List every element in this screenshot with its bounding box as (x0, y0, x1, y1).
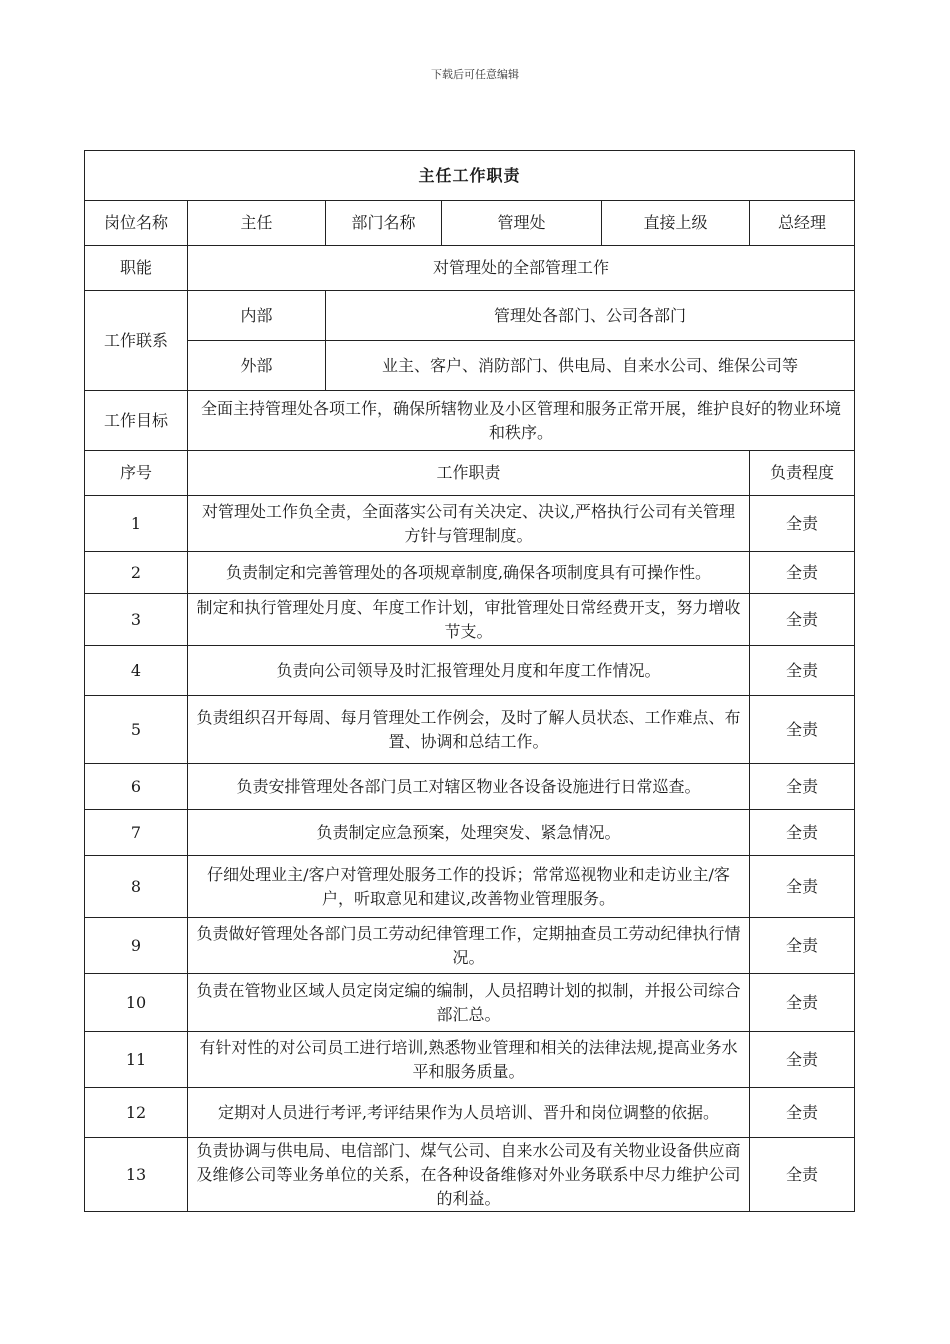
duty-row (85, 856, 855, 918)
duty-text: 负责安排管理处各部门员工对辖区物业各设备设施进行日常巡查。 (188, 764, 750, 810)
duty-text: 仔细处理业主/客户对管理处服务工作的投诉；常常巡视物业和走访业主/客户，听取意见和建议,改善物业管理服务。 (188, 856, 750, 918)
duty-text: 制定和执行管理处月度、年度工作计划，审批管理处日常经费开支，努力增收节支。 (188, 594, 750, 646)
contact-external-row (85, 341, 855, 391)
duty-degree: 全责 (750, 974, 855, 1032)
duty-row (85, 552, 855, 594)
duty-number: 7 (85, 810, 188, 856)
goal-value: 全面主持管理处各项工作，确保所辖物业及小区管理和服务正常开展，维护良好的物业环境和秩序。 (188, 391, 855, 451)
external-value: 业主、客户、消防部门、供电局、自来水公司、维保公司等 (326, 341, 855, 391)
contact-label: 工作联系 (85, 291, 188, 391)
function-value: 对管理处的全部管理工作 (188, 246, 855, 291)
goal-label: 工作目标 (85, 391, 188, 451)
duty-degree: 全责 (750, 856, 855, 918)
position-value: 主任 (188, 201, 326, 246)
duty-text: 对管理处工作负全责，全面落实公司有关决定、决议,严格执行公司有关管理方针与管理制度。 (188, 496, 750, 552)
duty-number: 11 (85, 1032, 188, 1088)
duty-text: 负责制定和完善管理处的各项规章制度,确保各项制度具有可操作性。 (188, 552, 750, 594)
internal-label: 内部 (188, 291, 326, 341)
department-value: 管理处 (442, 201, 602, 246)
duty-degree: 全责 (750, 1088, 855, 1138)
duty-number: 1 (85, 496, 188, 552)
duty-text-header: 工作职责 (188, 451, 750, 496)
duty-row (85, 974, 855, 1032)
duty-number: 3 (85, 594, 188, 646)
goal-row (85, 391, 855, 451)
duty-number: 4 (85, 646, 188, 696)
position-row (85, 201, 855, 246)
duty-number: 12 (85, 1088, 188, 1138)
duty-degree: 全责 (750, 496, 855, 552)
duty-text: 负责协调与供电局、电信部门、煤气公司、自来水公司及有关物业设备供应商及维修公司等业务单位的关系，在各种设备维修对外业务联系中尽力维护公司的利益。 (188, 1138, 750, 1212)
duty-degree: 全责 (750, 918, 855, 974)
duty-text: 负责向公司领导及时汇报管理处月度和年度工作情况。 (188, 646, 750, 696)
duty-row (85, 696, 855, 764)
duty-text: 负责做好管理处各部门员工劳动纪律管理工作，定期抽查员工劳动纪律执行情况。 (188, 918, 750, 974)
duty-degree: 全责 (750, 1032, 855, 1088)
internal-value: 管理处各部门、公司各部门 (326, 291, 855, 341)
duty-row (85, 496, 855, 552)
duty-row (85, 810, 855, 856)
duty-text: 负责组织召开每周、每月管理处工作例会，及时了解人员状态、工作难点、布置、协调和总结工作。 (188, 696, 750, 764)
duty-degree: 全责 (750, 552, 855, 594)
duty-number: 8 (85, 856, 188, 918)
department-label: 部门名称 (326, 201, 442, 246)
contact-internal-row (85, 291, 855, 341)
duty-row (85, 1138, 855, 1212)
supervisor-label: 直接上级 (602, 201, 750, 246)
duty-row (85, 646, 855, 696)
duty-text: 负责制定应急预案，处理突发、紧急情况。 (188, 810, 750, 856)
duty-text: 有针对性的对公司员工进行培训,熟悉物业管理和相关的法律法规,提高业务水平和服务质量。 (188, 1032, 750, 1088)
duty-row (85, 918, 855, 974)
duty-number: 2 (85, 552, 188, 594)
duty-degree: 全责 (750, 764, 855, 810)
duty-number: 5 (85, 696, 188, 764)
document-title: 主任工作职责 (85, 151, 855, 201)
duties-header-row (85, 451, 855, 496)
function-row (85, 246, 855, 291)
duty-text: 负责在管物业区域人员定岗定编的编制，人员招聘计划的拟制，并报公司综合部汇总。 (188, 974, 750, 1032)
header-note: 下载后可任意编辑 (431, 68, 519, 81)
duty-degree: 全责 (750, 1138, 855, 1212)
duty-row (85, 594, 855, 646)
duty-number: 13 (85, 1138, 188, 1212)
function-label: 职能 (85, 246, 188, 291)
position-label: 岗位名称 (85, 201, 188, 246)
title-row (85, 151, 855, 201)
duty-degree-header: 负责程度 (750, 451, 855, 496)
duty-row (85, 1088, 855, 1138)
duty-degree: 全责 (750, 696, 855, 764)
duty-degree: 全责 (750, 810, 855, 856)
duty-number: 6 (85, 764, 188, 810)
duty-degree: 全责 (750, 646, 855, 696)
duty-degree: 全责 (750, 594, 855, 646)
external-label: 外部 (188, 341, 326, 391)
duty-number: 9 (85, 918, 188, 974)
supervisor-value: 总经理 (750, 201, 855, 246)
duty-row (85, 1032, 855, 1088)
job-duty-table (84, 150, 855, 1212)
duty-text: 定期对人员进行考评,考评结果作为人员培训、晋升和岗位调整的依据。 (188, 1088, 750, 1138)
duty-row (85, 764, 855, 810)
duty-number: 10 (85, 974, 188, 1032)
duty-no-header: 序号 (85, 451, 188, 496)
